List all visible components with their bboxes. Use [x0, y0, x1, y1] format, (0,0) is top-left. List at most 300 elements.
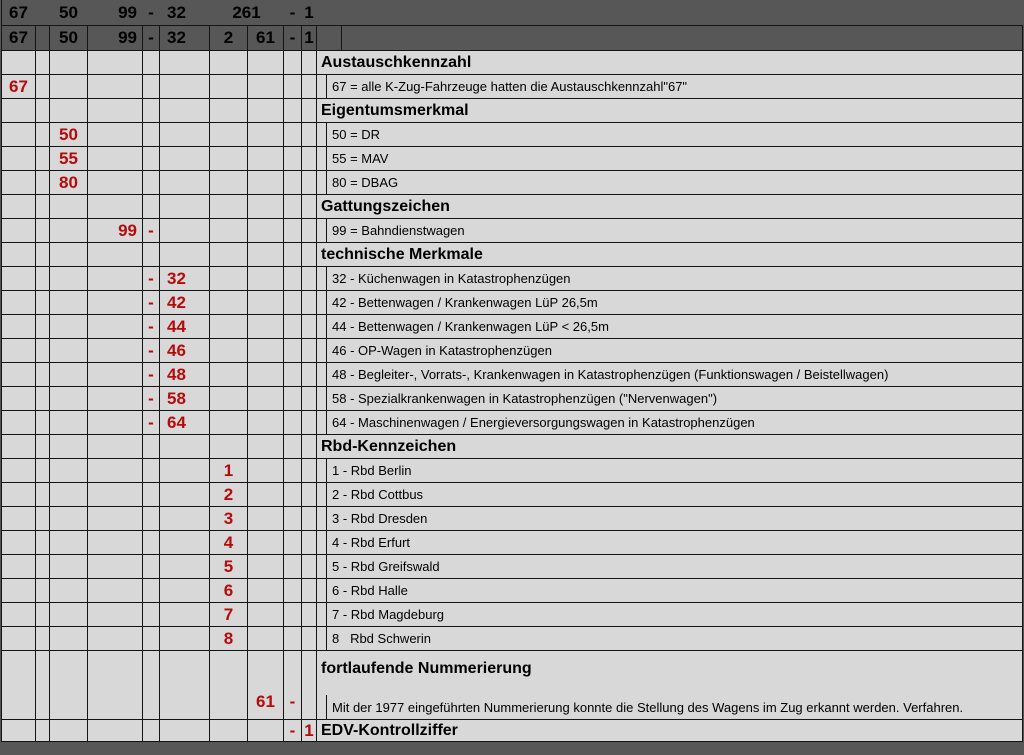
section-title: Rbd-Kennzeichen — [321, 437, 457, 455]
code-digit-cell — [302, 483, 317, 506]
code-description: Mit der 1977 eingeführten Nummerierung konnte die Stellung des Wagens im Zug erkannt werden. Verfahren. — [332, 699, 964, 715]
code-digit-cell — [302, 387, 317, 410]
code-digit-cell: 48 — [160, 363, 210, 386]
section-title: Eigentumsmerkmal — [321, 101, 469, 119]
code-digit-cell — [2, 195, 36, 218]
header-band-cell: 261 — [232, 2, 261, 22]
code-digit-cell — [210, 75, 248, 98]
code-digit-cell — [160, 243, 210, 266]
code-digit-cell — [248, 147, 284, 170]
code-digit-cell — [210, 243, 248, 266]
code-digit-cell — [284, 51, 302, 74]
code-digit-cell — [2, 555, 36, 578]
code-digit-cell: - — [143, 363, 160, 386]
code-digit-cell — [50, 483, 88, 506]
code-digit-cell — [143, 483, 160, 506]
code-digit-cell — [284, 147, 302, 170]
code-digit-cell — [50, 531, 88, 554]
code-digit-cell — [36, 579, 50, 602]
code-digit-cell — [284, 507, 302, 530]
description-cell — [317, 579, 1023, 602]
code-description: 46 - OP-Wagen in Katastrophenzügen — [332, 343, 552, 358]
code-digit-cell — [36, 195, 50, 218]
section-row — [2, 243, 1023, 267]
indent-divider — [317, 531, 327, 554]
code-digit-cell: - — [143, 219, 160, 242]
code-row — [2, 603, 1023, 627]
code-digit-cell — [248, 720, 284, 741]
code-digit-cell — [302, 579, 317, 602]
code-digit-cell — [36, 555, 50, 578]
code-digit-cell — [36, 387, 50, 410]
code-digit-cell — [2, 651, 36, 719]
description-cell — [317, 507, 1023, 530]
section-title: technische Merkmale — [321, 245, 483, 263]
code-row — [2, 627, 1023, 651]
code-digit-cell — [50, 411, 88, 434]
description-cell — [317, 51, 1023, 74]
code-digit-cell — [160, 507, 210, 530]
code-digit-cell: 58 — [160, 387, 210, 410]
code-digit-cell — [248, 411, 284, 434]
section-row — [2, 195, 1023, 219]
code-row — [2, 291, 1023, 315]
code-header-cell: - — [143, 26, 160, 50]
code-digit-cell — [88, 720, 143, 741]
code-digit-cell — [160, 483, 210, 506]
code-digit-cell — [36, 363, 50, 386]
code-digit-cell — [36, 291, 50, 314]
description-cell — [317, 720, 1023, 741]
code-digit-cell: 32 — [160, 267, 210, 290]
code-row — [2, 387, 1023, 411]
code-digit-cell — [143, 75, 160, 98]
code-description: 99 = Bahndienstwagen — [332, 223, 465, 238]
code-digit-cell — [2, 435, 36, 458]
code-digit-cell — [210, 51, 248, 74]
code-description: 7 - Rbd Magdeburg — [332, 607, 445, 622]
code-digit-cell — [160, 459, 210, 482]
code-digit-cell — [36, 603, 50, 626]
code-digit-cell — [2, 411, 36, 434]
code-digit-cell — [2, 171, 36, 194]
code-digit-cell — [248, 387, 284, 410]
code-digit-cell — [50, 579, 88, 602]
code-digit-cell — [143, 627, 160, 650]
code-digit-cell — [36, 123, 50, 146]
code-digit-cell: 1 — [210, 459, 248, 482]
code-digit-cell — [160, 579, 210, 602]
code-digit-cell — [50, 243, 88, 266]
header-band-cell: 99 — [118, 2, 137, 22]
code-digit-cell — [143, 651, 160, 719]
code-digit-cell — [284, 531, 302, 554]
section-row — [2, 435, 1023, 459]
code-digit-cell — [36, 99, 50, 122]
code-digit-cell: - — [143, 387, 160, 410]
code-row — [2, 459, 1023, 483]
code-digit-cell — [248, 603, 284, 626]
code-row — [2, 315, 1023, 339]
code-digit-cell — [2, 123, 36, 146]
code-digit-cell — [160, 603, 210, 626]
section-title: Austauschkennzahl — [321, 53, 472, 71]
code-description: 50 = DR — [332, 127, 381, 142]
code-header-cell: 2 — [210, 26, 248, 50]
description-cell — [317, 267, 1023, 290]
code-digit-cell — [88, 435, 143, 458]
code-description: 8 Rbd Schwerin — [332, 631, 431, 646]
code-digit-cell — [248, 483, 284, 506]
header-band-cell: 50 — [59, 2, 78, 22]
code-description: 1 - Rbd Berlin — [332, 463, 412, 478]
code-digit-cell — [36, 75, 50, 98]
header-band-cell: 1 — [304, 2, 314, 22]
code-digit-cell — [160, 51, 210, 74]
indent-divider — [317, 603, 327, 626]
code-digit-cell — [50, 555, 88, 578]
code-digit-cell — [36, 531, 50, 554]
code-row — [2, 267, 1023, 291]
code-digit-cell: 55 — [50, 147, 88, 170]
code-digit-cell — [36, 720, 50, 741]
code-digit-cell — [2, 579, 36, 602]
code-digit-cell — [248, 195, 284, 218]
code-digit-cell — [36, 339, 50, 362]
code-digit-cell — [143, 171, 160, 194]
code-digit-cell — [88, 579, 143, 602]
code-digit-cell — [88, 363, 143, 386]
code-digit-cell — [36, 243, 50, 266]
code-digit-cell — [88, 291, 143, 314]
code-digit-cell — [302, 123, 317, 146]
description-cell — [317, 531, 1023, 554]
numbering-table — [1, 0, 1023, 742]
description-cell — [317, 291, 1023, 314]
code-header-row — [2, 26, 1023, 51]
code-digit-cell — [88, 483, 143, 506]
code-row — [2, 147, 1023, 171]
code-digit-cell — [88, 75, 143, 98]
description-cell — [317, 651, 1023, 719]
code-row — [2, 411, 1023, 435]
code-digit-cell — [88, 627, 143, 650]
code-digit-cell — [50, 387, 88, 410]
code-row — [2, 579, 1023, 603]
description-cell — [317, 435, 1023, 458]
code-header-cell: 32 — [160, 26, 210, 50]
code-digit-cell — [88, 51, 143, 74]
code-digit-cell — [36, 315, 50, 338]
description-cell — [317, 147, 1023, 170]
description-cell — [317, 243, 1023, 266]
code-digit-cell — [284, 171, 302, 194]
indent-divider — [317, 171, 327, 194]
code-digit-cell — [50, 435, 88, 458]
code-digit-cell — [160, 435, 210, 458]
indent-divider — [317, 147, 327, 170]
code-digit-cell — [2, 507, 36, 530]
description-cell — [317, 603, 1023, 626]
code-digit-cell: 99 — [88, 219, 143, 242]
indent-divider — [317, 315, 327, 338]
header-filler-cell — [317, 26, 1023, 50]
code-digit-cell — [160, 171, 210, 194]
code-digit-cell — [2, 387, 36, 410]
header-band-cell: - — [289, 2, 296, 22]
indent-divider — [317, 483, 327, 506]
section-title: Gattungszeichen — [321, 197, 450, 215]
code-digit-cell — [210, 147, 248, 170]
code-digit-cell — [284, 483, 302, 506]
code-digit-cell — [50, 315, 88, 338]
code-digit-cell: - — [143, 267, 160, 290]
code-digit-cell — [302, 243, 317, 266]
header-sub-cell — [317, 26, 342, 50]
code-digit-cell — [210, 651, 248, 719]
code-digit-cell — [36, 267, 50, 290]
code-digit-cell — [2, 720, 36, 741]
description-cell — [317, 339, 1023, 362]
code-digit-cell — [36, 459, 50, 482]
indent-divider — [317, 219, 327, 242]
code-digit-cell: 44 — [160, 315, 210, 338]
code-digit-cell — [36, 147, 50, 170]
code-digit-cell — [36, 219, 50, 242]
code-digit-cell — [50, 339, 88, 362]
code-digit-cell — [284, 243, 302, 266]
code-digit-cell — [302, 603, 317, 626]
code-digit-cell — [248, 243, 284, 266]
section-row — [2, 99, 1023, 123]
code-digit-cell — [248, 531, 284, 554]
code-digit-cell — [50, 459, 88, 482]
code-digit-cell — [210, 411, 248, 434]
code-digit-cell — [160, 123, 210, 146]
code-digit-cell — [50, 363, 88, 386]
code-digit-cell — [143, 435, 160, 458]
code-digit-cell — [143, 195, 160, 218]
code-digit-cell — [160, 627, 210, 650]
code-row — [2, 171, 1023, 195]
code-row — [2, 531, 1023, 555]
description-cell — [317, 195, 1023, 218]
code-digit-cell — [248, 627, 284, 650]
indent-divider — [317, 695, 327, 719]
description-cell — [317, 99, 1023, 122]
code-digit-cell — [88, 123, 143, 146]
code-digit-cell — [210, 720, 248, 741]
code-digit-cell: 5 — [210, 555, 248, 578]
code-digit-cell — [50, 627, 88, 650]
code-description: 55 = MAV — [332, 151, 389, 166]
code-digit-cell — [143, 147, 160, 170]
code-row — [2, 75, 1023, 99]
code-digit-cell — [88, 171, 143, 194]
code-digit-cell — [50, 291, 88, 314]
code-digit-cell — [143, 531, 160, 554]
code-row — [2, 123, 1023, 147]
section-title: EDV-Kontrollziffer — [321, 721, 458, 739]
indent-divider — [317, 387, 327, 410]
code-description: 48 - Begleiter-, Vorrats-, Krankenwagen in Katastrophenzügen (Funktionswagen / Beistellwagen) — [332, 367, 889, 382]
code-digit-cell — [210, 315, 248, 338]
code-digit-cell: 50 — [50, 123, 88, 146]
header-band-filler — [317, 0, 1023, 25]
code-row — [2, 339, 1023, 363]
header-band-row — [2, 0, 1023, 26]
code-digit-cell — [143, 51, 160, 74]
code-digit-cell — [2, 291, 36, 314]
code-digit-cell — [284, 99, 302, 122]
code-digit-cell — [2, 267, 36, 290]
indent-divider — [317, 123, 327, 146]
code-digit-cell — [248, 171, 284, 194]
code-digit-cell: 8 — [210, 627, 248, 650]
code-digit-cell — [284, 387, 302, 410]
code-digit-cell — [160, 555, 210, 578]
code-digit-cell — [302, 219, 317, 242]
code-digit-cell — [248, 363, 284, 386]
code-digit-cell — [50, 195, 88, 218]
code-digit-cell — [143, 459, 160, 482]
code-digit-cell: - — [143, 291, 160, 314]
code-digit-cell — [88, 387, 143, 410]
code-digit-cell — [2, 147, 36, 170]
bottom-bar — [0, 742, 1024, 755]
code-digit-cell — [302, 195, 317, 218]
code-digit-cell — [143, 99, 160, 122]
code-digit-cell — [36, 411, 50, 434]
code-digit-cell: - — [143, 315, 160, 338]
code-digit-cell — [284, 75, 302, 98]
code-digit-cell — [302, 411, 317, 434]
code-digit-cell — [284, 411, 302, 434]
code-digit-cell — [302, 531, 317, 554]
code-description: 67 = alle K-Zug-Fahrzeuge hatten die Austauschkennzahl"67" — [332, 79, 688, 94]
code-digit-cell — [36, 435, 50, 458]
code-header-cell: - — [284, 26, 302, 50]
code-digit-cell: - — [143, 411, 160, 434]
indent-divider — [317, 507, 327, 530]
code-digit-cell — [88, 339, 143, 362]
indent-divider — [317, 459, 327, 482]
code-description: 2 - Rbd Cottbus — [332, 487, 424, 502]
code-digit-cell — [143, 720, 160, 741]
code-description: 42 - Bettenwagen / Krankenwagen LüP 26,5m — [332, 295, 598, 310]
header-band-cell: 67 — [9, 2, 28, 22]
code-digit-cell — [284, 627, 302, 650]
code-digit-cell — [284, 339, 302, 362]
code-digit-cell — [302, 99, 317, 122]
code-digit-cell — [160, 219, 210, 242]
code-digit-cell — [50, 267, 88, 290]
code-digit-cell — [302, 363, 317, 386]
code-digit-cell — [284, 291, 302, 314]
code-digit-cell — [160, 531, 210, 554]
code-digit-cell — [210, 219, 248, 242]
code-description: 5 - Rbd Greifswald — [332, 559, 440, 574]
code-description: 4 - Rbd Erfurt — [332, 535, 411, 550]
indent-divider — [317, 339, 327, 362]
code-digit-cell — [88, 267, 143, 290]
code-digit-cell — [284, 195, 302, 218]
description-cell — [317, 459, 1023, 482]
code-digit-cell — [210, 435, 248, 458]
code-digit-cell: 6 — [210, 579, 248, 602]
code-digit-cell: 1 — [302, 720, 317, 741]
code-digit-cell — [88, 555, 143, 578]
code-description: 64 - Maschinenwagen / Energieversorgungswagen in Katastrophenzügen — [332, 415, 755, 430]
code-digit-cell — [160, 720, 210, 741]
code-digit-cell — [2, 99, 36, 122]
code-row — [2, 507, 1023, 531]
code-digit-cell — [2, 339, 36, 362]
code-digit-cell — [88, 243, 143, 266]
code-digit-cell — [2, 459, 36, 482]
indent-divider — [317, 411, 327, 434]
code-digit-cell — [284, 435, 302, 458]
code-digit-cell — [210, 99, 248, 122]
code-header-cell — [36, 26, 50, 50]
code-digit-cell: 42 — [160, 291, 210, 314]
code-digit-cell — [50, 75, 88, 98]
code-digit-cell — [50, 219, 88, 242]
code-digit-cell — [284, 579, 302, 602]
code-digit-cell — [284, 267, 302, 290]
description-cell — [317, 363, 1023, 386]
code-header-cell: 1 — [302, 26, 317, 50]
code-digit-cell — [143, 579, 160, 602]
code-digit-cell — [2, 219, 36, 242]
indent-divider — [317, 627, 327, 650]
code-digit-cell — [143, 243, 160, 266]
code-row — [2, 651, 1023, 720]
section-row — [2, 51, 1023, 75]
code-digit-cell — [88, 411, 143, 434]
code-digit-cell — [210, 387, 248, 410]
code-digit-cell — [284, 459, 302, 482]
code-digit-cell — [302, 651, 317, 719]
code-digit-cell — [2, 531, 36, 554]
code-digit-cell — [2, 627, 36, 650]
code-digit-cell — [248, 267, 284, 290]
code-row — [2, 483, 1023, 507]
code-description: 44 - Bettenwagen / Krankenwagen LüP < 26,5m — [332, 319, 609, 334]
code-digit-cell — [88, 507, 143, 530]
section-row — [2, 720, 1023, 742]
code-digit-cell — [50, 603, 88, 626]
code-digit-cell — [50, 99, 88, 122]
code-digit-cell — [2, 51, 36, 74]
code-digit-cell — [143, 123, 160, 146]
code-header-cell: 67 — [2, 26, 36, 50]
code-digit-cell — [50, 51, 88, 74]
code-digit-cell — [302, 147, 317, 170]
code-digit-cell — [36, 507, 50, 530]
code-row — [2, 363, 1023, 387]
code-digit-cell — [302, 267, 317, 290]
code-digit-cell: - — [284, 651, 302, 719]
code-digit-cell — [248, 291, 284, 314]
code-digit-cell — [302, 627, 317, 650]
code-digit-cell — [210, 171, 248, 194]
code-digit-cell — [248, 75, 284, 98]
code-digit-cell: 80 — [50, 171, 88, 194]
section-title: fortlaufende Nummerierung — [321, 660, 532, 677]
code-digit-cell — [248, 315, 284, 338]
code-row — [2, 219, 1023, 243]
